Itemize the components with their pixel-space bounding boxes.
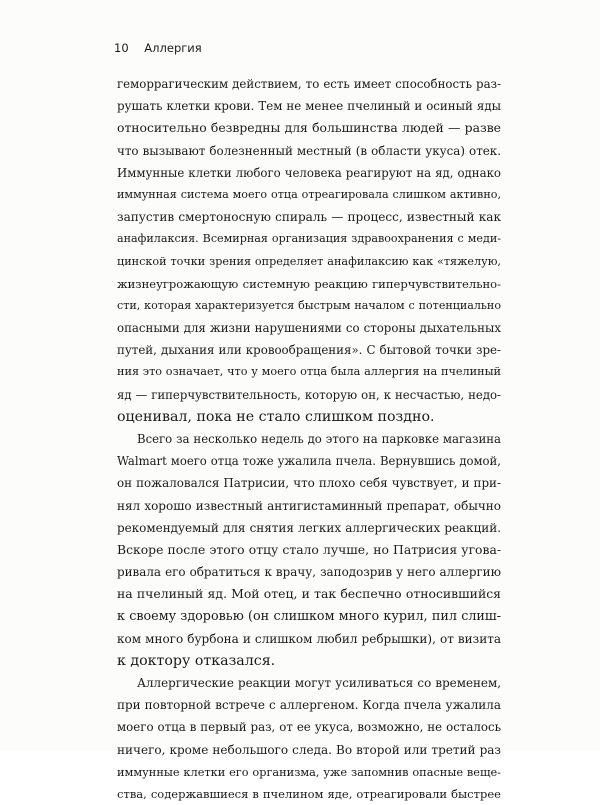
running-header (114, 41, 202, 55)
text-line: что вызывают болезненный местный (в области укуса) отек. (117, 143, 501, 158)
text-line: ком много бурбона и слишком любил ребрышки), от визита (117, 631, 501, 646)
text-line: сти, которая характеризуется быстрым началом с потенциально (117, 298, 501, 312)
text-line: иммунная система моего отца отреагировала слишком активно, (117, 187, 501, 201)
text-line: запустив смертоносную спираль — процесс, известный как (117, 210, 501, 225)
paragraph (117, 73, 501, 428)
text-line: оценивал, пока не стало слишком поздно. (117, 408, 435, 425)
text-line: на пчелиный яд. Мой отец, и так беспечно относившийся (117, 586, 501, 602)
text-line: цинской точки зрения определяет анафилаксию как «тяжелую, (117, 254, 501, 268)
text-line: геморрагическим действием, то есть имеет способность раз- (117, 77, 501, 91)
paragraph (117, 428, 501, 672)
text-line: нял хорошо известный антигистаминный препарат, обычно (117, 498, 501, 513)
text-line: он пожаловался Патрисии, что плохо себя чувствует, и при- (117, 476, 501, 491)
text-line: Walmart моего отца тоже ужалила пчела. Вернувшись домой, (117, 454, 501, 469)
text-line: ничего, кроме небольшого следа. Во второй или третий раз (117, 742, 501, 757)
text-line: рекомендуемый для снятия легких аллергических реакций. (117, 520, 501, 535)
text-line: ства, содержавшиеся в пчелином яде, отреагировали быстрее (117, 787, 501, 801)
text-line: к своему здоровью (он слишком много курил, пил слиш- (117, 608, 501, 624)
text-line: путей, дыхания или кровообращения». С бытовой точки зре- (117, 343, 501, 358)
text-line: Иммунные клетки любого человека реагируют на яд, однако (117, 165, 501, 180)
text-line: относительно безвредны для большинства людей — разве (117, 121, 501, 136)
body-text (117, 73, 501, 805)
text-line: жизнеугрожающую системную реакцию гиперчувствительно- (117, 276, 501, 291)
text-line: при повторной встрече с аллергеном. Когда пчела ужалила (117, 698, 501, 713)
text-line: Всего за несколько недель до этого на парковке магазина (137, 432, 501, 446)
text-line: анафилаксия. Всемирная организация здравоохранения с меди- (117, 232, 501, 246)
text-line: Вскоре после этого отцу стало лучше, но Патрисия угова- (117, 542, 501, 557)
text-line: опасными для жизни нарушениями со стороны дыхательных (117, 321, 501, 336)
text-line: ривала его обратиться к врачу, заподозрив у него аллергию (117, 565, 501, 580)
text-line: иммунные клетки его организма, уже запомнив опасные веще- (117, 764, 501, 779)
chapter-title: Аллергия (144, 41, 202, 55)
page-number: 10 (114, 41, 129, 55)
text-line: моего отца в первый раз, от ее укуса, возможно, не осталось (117, 720, 501, 735)
text-line: рушать клетки крови. Тем не менее пчелиный и осиный яды (117, 99, 501, 114)
paragraph (117, 672, 501, 805)
text-line: яд — гиперчувствительность, которую он, к несчастью, недо- (117, 387, 501, 402)
text-line: к доктору отказался. (117, 652, 276, 669)
text-line: Аллергические реакции могут усиливаться со временем, (137, 676, 501, 691)
text-line: ния это означает, что у моего отца была аллергия на пчелиный (117, 365, 501, 379)
